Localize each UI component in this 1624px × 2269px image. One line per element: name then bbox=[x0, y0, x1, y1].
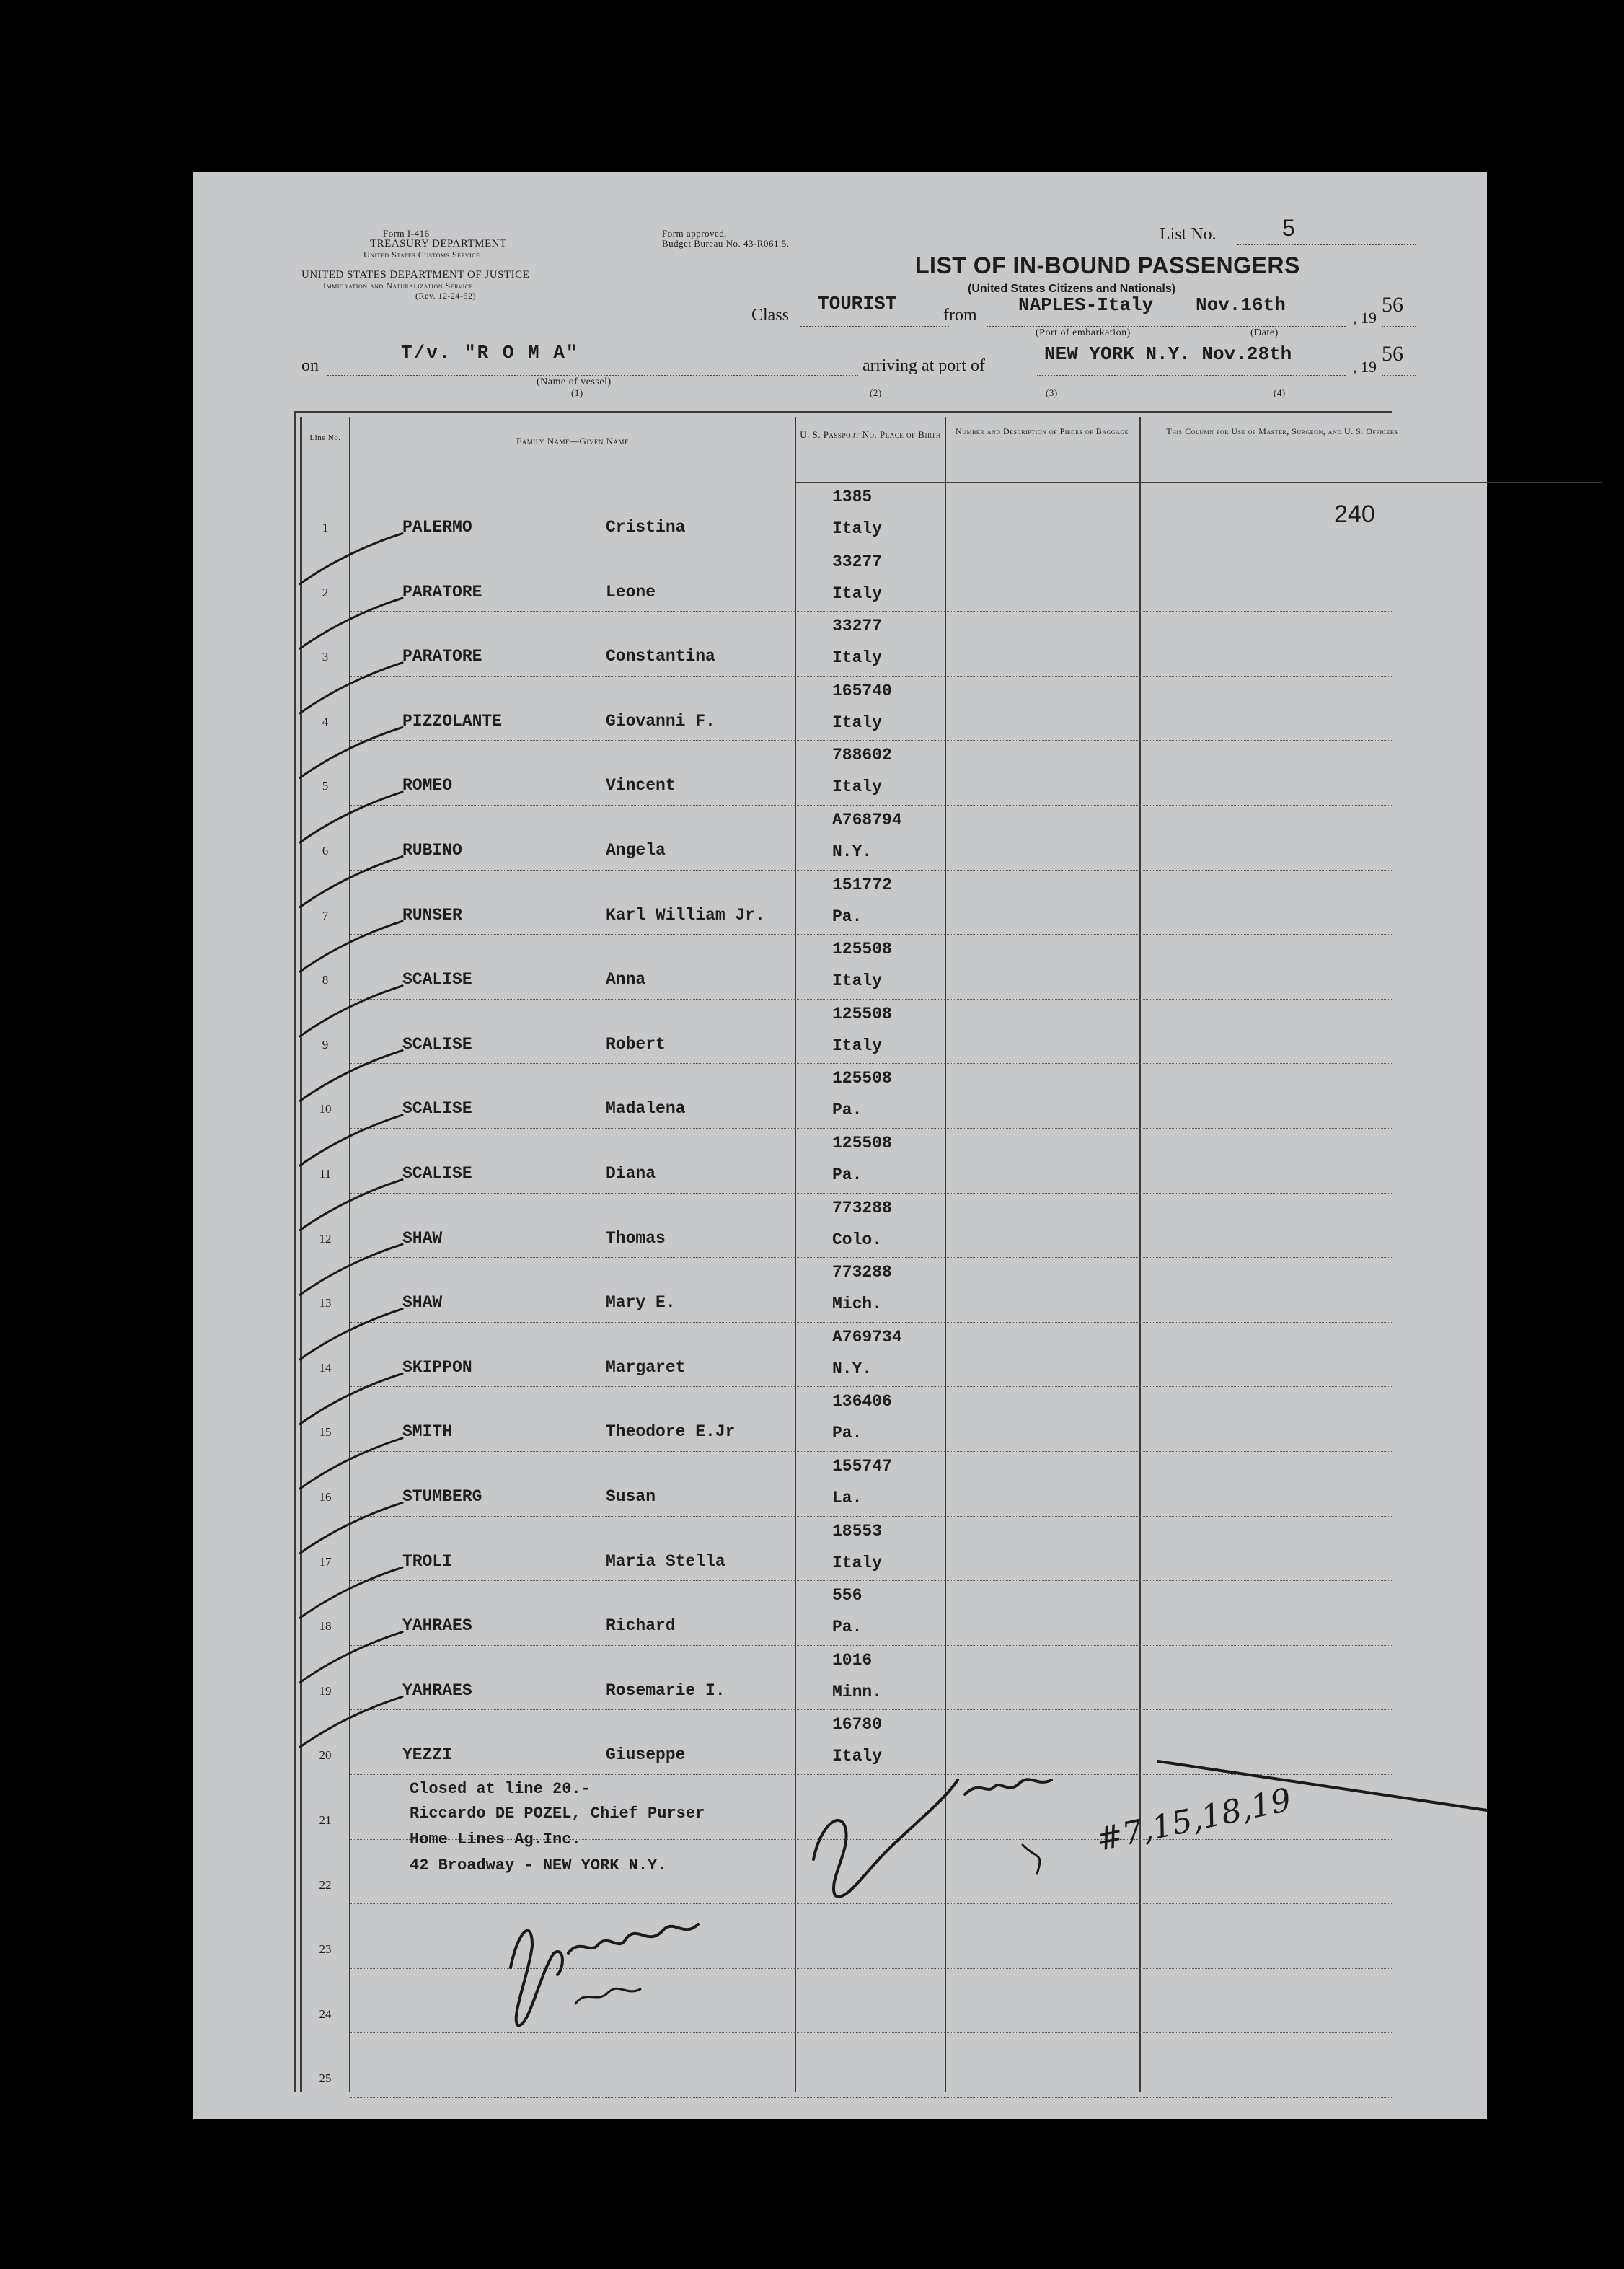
row-birth-place: Italy bbox=[832, 777, 883, 797]
col-num-2: (2) bbox=[870, 387, 882, 398]
vessel-name: T/v. "R O M A" bbox=[401, 342, 579, 364]
header-officers: This Column for Use of Master, Surgeon, and U. S. Officers bbox=[1166, 426, 1398, 436]
row-family-name: SHAW bbox=[402, 1228, 443, 1248]
row-passport-no: 1016 bbox=[832, 1650, 873, 1670]
check-mark-icon bbox=[300, 1180, 402, 1230]
row-line-number: 23 bbox=[319, 1942, 332, 1957]
row-given-name: Madalena bbox=[606, 1099, 686, 1119]
row-line-number: 5 bbox=[322, 779, 329, 793]
row-passport-no: 788602 bbox=[832, 746, 892, 765]
row-birth-place: Pa. bbox=[832, 1424, 862, 1443]
document-page bbox=[193, 172, 1487, 2119]
check-mark-icon bbox=[300, 1115, 402, 1166]
row-family-name: YAHRAES bbox=[402, 1680, 472, 1700]
row-given-name: Vincent bbox=[606, 776, 676, 796]
row-line-number: 2 bbox=[322, 585, 329, 599]
row-passport-no: 125508 bbox=[832, 1004, 892, 1023]
check-mark-icon bbox=[300, 857, 402, 907]
row-birth-place: N.Y. bbox=[832, 1359, 873, 1378]
row-line-number: 6 bbox=[322, 844, 329, 858]
row-given-name: Anna bbox=[606, 970, 646, 990]
closing-line-2: Riccardo DE POZEL, Chief Purser bbox=[410, 1805, 705, 1823]
row-line-number: 8 bbox=[322, 973, 329, 987]
row-line-number: 17 bbox=[319, 1554, 332, 1569]
port-embarkation-note: (Port of embarkation) bbox=[1036, 327, 1131, 338]
row-passport-no: 33277 bbox=[832, 617, 883, 636]
row-line-number: 11 bbox=[319, 1167, 332, 1181]
row-passport-no: 556 bbox=[832, 1586, 862, 1605]
list-number: 5 bbox=[1282, 215, 1295, 241]
row-passport-no: 773288 bbox=[832, 1198, 892, 1217]
row-family-name: SCALISE bbox=[402, 1034, 472, 1054]
row-line-number: 3 bbox=[322, 650, 329, 664]
row-line-number: 9 bbox=[322, 1037, 329, 1052]
row-given-name: Diana bbox=[606, 1164, 656, 1183]
row-family-name: PARATORE bbox=[402, 647, 482, 666]
row-passport-no: 125508 bbox=[832, 940, 892, 959]
check-mark-icon bbox=[300, 598, 402, 648]
row-passport-no: 155747 bbox=[832, 1457, 892, 1476]
row-birth-place: Italy bbox=[832, 648, 883, 668]
row-family-name: ROMEO bbox=[402, 776, 453, 796]
row-passport-no: 1385 bbox=[832, 488, 873, 506]
dept-treasury: TREASURY DEPARTMENT bbox=[370, 238, 507, 250]
row-line-number: 24 bbox=[319, 2006, 332, 2021]
check-mark-icon bbox=[300, 986, 402, 1036]
check-mark-icon bbox=[300, 792, 402, 842]
from-port: NAPLES-Italy bbox=[1018, 294, 1154, 316]
closing-line-1: Closed at line 20.- bbox=[410, 1780, 591, 1798]
row-birth-place: Italy bbox=[832, 972, 883, 991]
header-line-no: Line No. bbox=[309, 433, 341, 442]
from-year-prefix: , 19 bbox=[1353, 309, 1377, 327]
class-value: TOURIST bbox=[818, 293, 897, 314]
row-given-name: Theodore E.Jr bbox=[606, 1422, 736, 1442]
row-birth-place: Italy bbox=[832, 1553, 883, 1572]
row-family-name: STUMBERG bbox=[402, 1487, 482, 1506]
row-family-name: RUNSER bbox=[402, 905, 462, 925]
row-birth-place: Pa. bbox=[832, 1101, 862, 1120]
row-birth-place: La. bbox=[832, 1489, 862, 1507]
class-label: Class bbox=[751, 306, 790, 325]
check-mark-icon bbox=[300, 1632, 402, 1683]
row-birth-place: Italy bbox=[832, 1036, 883, 1055]
check-mark-icon bbox=[300, 534, 402, 584]
row-passport-no: A769734 bbox=[832, 1327, 902, 1347]
row-line-number: 25 bbox=[319, 2071, 332, 2086]
row-birth-place: Colo. bbox=[832, 1230, 883, 1249]
row-line-number: 7 bbox=[322, 908, 329, 922]
check-mark-icon bbox=[300, 1696, 402, 1747]
row-given-name: Thomas bbox=[606, 1228, 666, 1248]
check-mark-icon bbox=[300, 1567, 402, 1618]
arrival-port-date: NEW YORK N.Y. Nov.28th bbox=[1044, 343, 1292, 365]
on-label: on bbox=[301, 356, 319, 375]
row-line-number: 20 bbox=[319, 1748, 332, 1763]
col-num-3: (3) bbox=[1046, 387, 1058, 398]
check-mark-icons bbox=[193, 172, 424, 1903]
row-family-name: YAHRAES bbox=[402, 1616, 472, 1636]
row-birth-place: Pa. bbox=[832, 1166, 862, 1184]
document-subtitle: (United States Citizens and Nationals) bbox=[968, 283, 1176, 295]
form-number: Form I-416 bbox=[383, 228, 430, 239]
row-given-name: Margaret bbox=[606, 1357, 686, 1377]
check-mark-icon bbox=[300, 1309, 402, 1360]
row-given-name: Giuseppe bbox=[606, 1745, 686, 1765]
row-birth-place: Pa. bbox=[832, 907, 862, 926]
row-birth-place: Italy bbox=[832, 713, 883, 732]
row-birth-place: Mich. bbox=[832, 1295, 883, 1314]
handwritten-note: #7,15,18,19 bbox=[1093, 1781, 1295, 1859]
check-mark-icon bbox=[300, 727, 402, 777]
dept-customs: United States Customs Service bbox=[363, 250, 480, 260]
row-family-name: TROLI bbox=[402, 1551, 453, 1571]
closing-line-3: Home Lines Ag.Inc. bbox=[410, 1830, 581, 1849]
arrive-year-prefix: , 19 bbox=[1353, 358, 1377, 376]
row-line-number: 12 bbox=[319, 1231, 332, 1246]
row-family-name: PARATORE bbox=[402, 582, 482, 602]
from-date: Nov.16th bbox=[1196, 294, 1286, 316]
row-family-name: YEZZI bbox=[402, 1745, 453, 1765]
row-passport-no: 773288 bbox=[832, 1263, 892, 1282]
row-birth-place: Italy bbox=[832, 1747, 883, 1766]
arrive-year: 56 bbox=[1382, 342, 1403, 366]
check-mark-icon bbox=[300, 1050, 402, 1101]
row-family-name: PIZZOLANTE bbox=[402, 711, 503, 731]
row-family-name: SCALISE bbox=[402, 1099, 472, 1119]
dept-justice: UNITED STATES DEPARTMENT OF JUSTICE bbox=[301, 269, 530, 281]
list-no-label: List No. bbox=[1160, 225, 1217, 244]
row-line-number: 4 bbox=[322, 714, 329, 728]
row-given-name: Giovanni F. bbox=[606, 711, 715, 731]
row-family-name: RUBINO bbox=[402, 841, 462, 860]
row-line-number: 18 bbox=[319, 1619, 332, 1634]
row-passport-no: 125508 bbox=[832, 1069, 892, 1088]
row-line-number: 22 bbox=[319, 1877, 332, 1892]
row-passport-no: A768794 bbox=[832, 811, 902, 829]
row-birth-place: Minn. bbox=[832, 1682, 883, 1701]
check-mark-icon bbox=[300, 1438, 402, 1489]
check-mark-icon bbox=[300, 1244, 402, 1295]
check-mark-icon bbox=[300, 1503, 402, 1554]
header-baggage: Number and Description of Pieces of Baggage bbox=[956, 426, 1129, 436]
budget-bureau: Budget Bureau No. 43-R061.5. bbox=[662, 238, 790, 249]
row-given-name: Leone bbox=[606, 582, 656, 602]
row-given-name: Angela bbox=[606, 841, 666, 860]
document-title: LIST OF IN-BOUND PASSENGERS bbox=[915, 252, 1300, 278]
arriving-label: arriving at port of bbox=[862, 356, 985, 375]
row-birth-place: N.Y. bbox=[832, 842, 873, 861]
header-name: Family Name—Given Name bbox=[516, 436, 629, 446]
dept-immigration: Immigration and Naturalization Service bbox=[323, 281, 474, 291]
row-passport-no: 151772 bbox=[832, 875, 892, 894]
row-family-name: SCALISE bbox=[402, 970, 472, 990]
row-passport-no: 18553 bbox=[832, 1521, 883, 1541]
row-family-name: SCALISE bbox=[402, 1164, 472, 1183]
row-family-name: SHAW bbox=[402, 1293, 443, 1313]
row-line-number: 19 bbox=[319, 1683, 332, 1698]
row-line-number: 14 bbox=[319, 1360, 332, 1375]
from-label: from bbox=[943, 306, 977, 325]
check-mark-icon bbox=[300, 663, 402, 713]
row-given-name: Constantina bbox=[606, 647, 715, 666]
row-passport-no: 165740 bbox=[832, 681, 892, 700]
row-passport-no: 136406 bbox=[832, 1392, 892, 1411]
row-birth-place: Italy bbox=[832, 583, 883, 603]
closing-line-4: 42 Broadway - NEW YORK N.Y. bbox=[410, 1856, 667, 1874]
from-year: 56 bbox=[1382, 293, 1403, 317]
row-line-number: 16 bbox=[319, 1490, 332, 1504]
row-family-name: SKIPPON bbox=[402, 1357, 472, 1377]
row-given-name: Karl William Jr. bbox=[606, 905, 765, 925]
row-given-name: Rosemarie I. bbox=[606, 1680, 725, 1700]
vessel-note: (Name of vessel) bbox=[537, 376, 612, 387]
row-given-name: Mary E. bbox=[606, 1293, 676, 1313]
row-passport-no: 16780 bbox=[832, 1715, 883, 1735]
row-line-number: 10 bbox=[319, 1102, 332, 1116]
row-passport-no: 125508 bbox=[832, 1134, 892, 1153]
check-mark-icon bbox=[300, 1373, 402, 1424]
col-num-4: (4) bbox=[1274, 387, 1286, 398]
date-note: (Date) bbox=[1250, 327, 1279, 338]
stamp-number: 240 bbox=[1334, 501, 1375, 528]
row-given-name: Susan bbox=[606, 1487, 656, 1506]
check-mark-icon bbox=[300, 921, 402, 972]
row-given-name: Robert bbox=[606, 1034, 666, 1054]
row-line-number: 21 bbox=[319, 1813, 332, 1827]
row-birth-place: Italy bbox=[832, 519, 883, 538]
row-given-name: Cristina bbox=[606, 518, 686, 537]
row-line-number: 1 bbox=[322, 521, 329, 534]
form-approved: Form approved. bbox=[662, 228, 728, 239]
form-revision: (Rev. 12-24-52) bbox=[415, 291, 477, 301]
vessel-col-num: (1) bbox=[571, 387, 583, 398]
row-line-number: 15 bbox=[319, 1425, 332, 1440]
row-given-name: Maria Stella bbox=[606, 1551, 725, 1571]
row-family-name: SMITH bbox=[402, 1422, 453, 1442]
row-family-name: PALERMO bbox=[402, 518, 472, 537]
header-passport: U. S. Passport No. Place of Birth bbox=[800, 429, 941, 440]
row-line-number: 13 bbox=[319, 1296, 332, 1310]
row-passport-no: 33277 bbox=[832, 552, 883, 571]
row-given-name: Richard bbox=[606, 1616, 676, 1636]
row-birth-place: Pa. bbox=[832, 1618, 862, 1637]
